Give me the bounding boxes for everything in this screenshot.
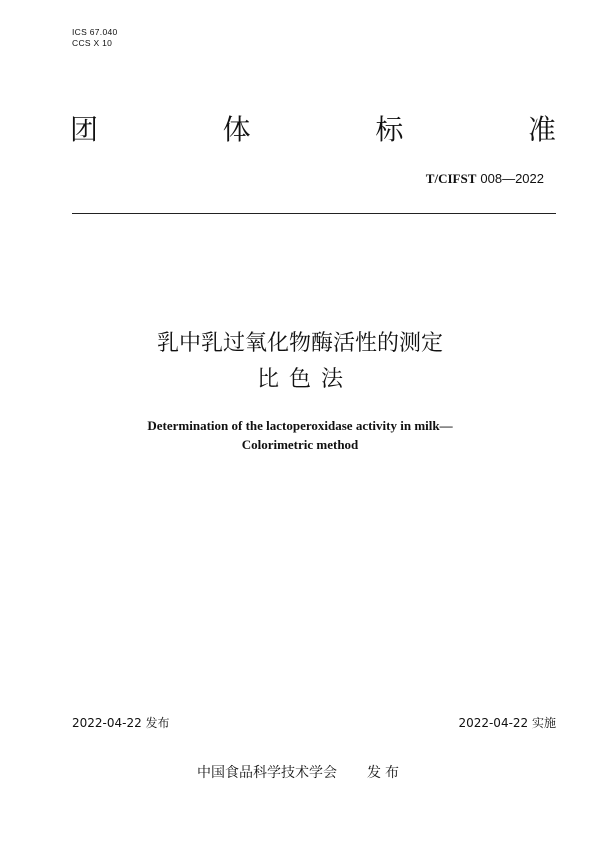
header-divider: [72, 213, 556, 214]
ccs-code: CCS X 10: [72, 38, 113, 48]
title-chinese-line1: 乳中乳过氧化物酶活性的测定: [156, 331, 443, 356]
ics-code: ICS 67.040: [72, 27, 118, 37]
title-chinese-line2: 比色法: [256, 367, 353, 392]
issuer-name: 中国食品科学技术学会: [197, 765, 337, 781]
issuer-action: 发布: [367, 765, 403, 781]
title-english-line1: Determination of the lactoperoxidase activity in milk—: [147, 418, 453, 433]
standard-code: [426, 170, 544, 188]
issue-date: 2022-04-22 发布: [72, 716, 170, 730]
implementation-date: 2022-04-22 实施: [458, 716, 556, 730]
classification-codes: [72, 27, 118, 49]
standard-code-prefix: T/CIFST: [425, 171, 477, 186]
title-english-line2: Colorimetric method: [241, 437, 359, 452]
standard-type-char: 标: [375, 113, 404, 146]
standard-type-heading: [70, 112, 556, 148]
standard-type-char: 团: [70, 113, 99, 146]
standard-type-char: 体: [222, 113, 251, 146]
issuer-line: [0, 763, 600, 783]
standard-type-char: 准: [527, 113, 556, 146]
standard-code-number: 008—2022: [480, 171, 544, 186]
